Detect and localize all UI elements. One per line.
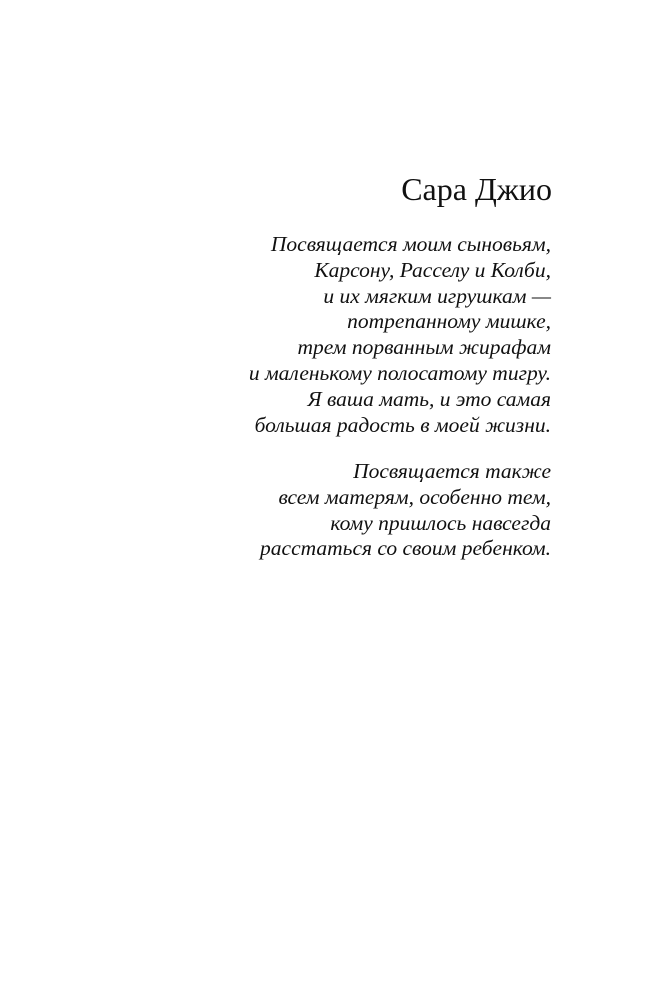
dedication-line: Посвящается моим сыновьям, (270, 232, 551, 256)
dedication-line: большая радость в моей жизни. (254, 412, 551, 437)
author-name: Сара Джио (401, 171, 552, 207)
dedication-line: всем матерям, особенно тем, (278, 484, 551, 509)
dedication-line: и их мягким игрушкам — (323, 283, 551, 308)
dedication-paragraph-2 (260, 459, 551, 562)
dedication-line: потрепанному мишке, (347, 309, 551, 334)
dedication-line: Карсону, Расселу и Колби, (314, 257, 551, 282)
dedication-line: и маленькому полосатому тигру. (248, 360, 551, 385)
dedication-line: трем порванным жирафам (297, 335, 551, 360)
dedication-line: Я ваша мать, и это самая (307, 386, 551, 411)
dedication-paragraph-1 (249, 232, 551, 438)
dedication-line: Посвящается также (353, 459, 551, 483)
dedication-line: кому пришлось навсегда (330, 510, 551, 535)
dedication-line: расстаться со своим ребенком. (260, 536, 551, 561)
